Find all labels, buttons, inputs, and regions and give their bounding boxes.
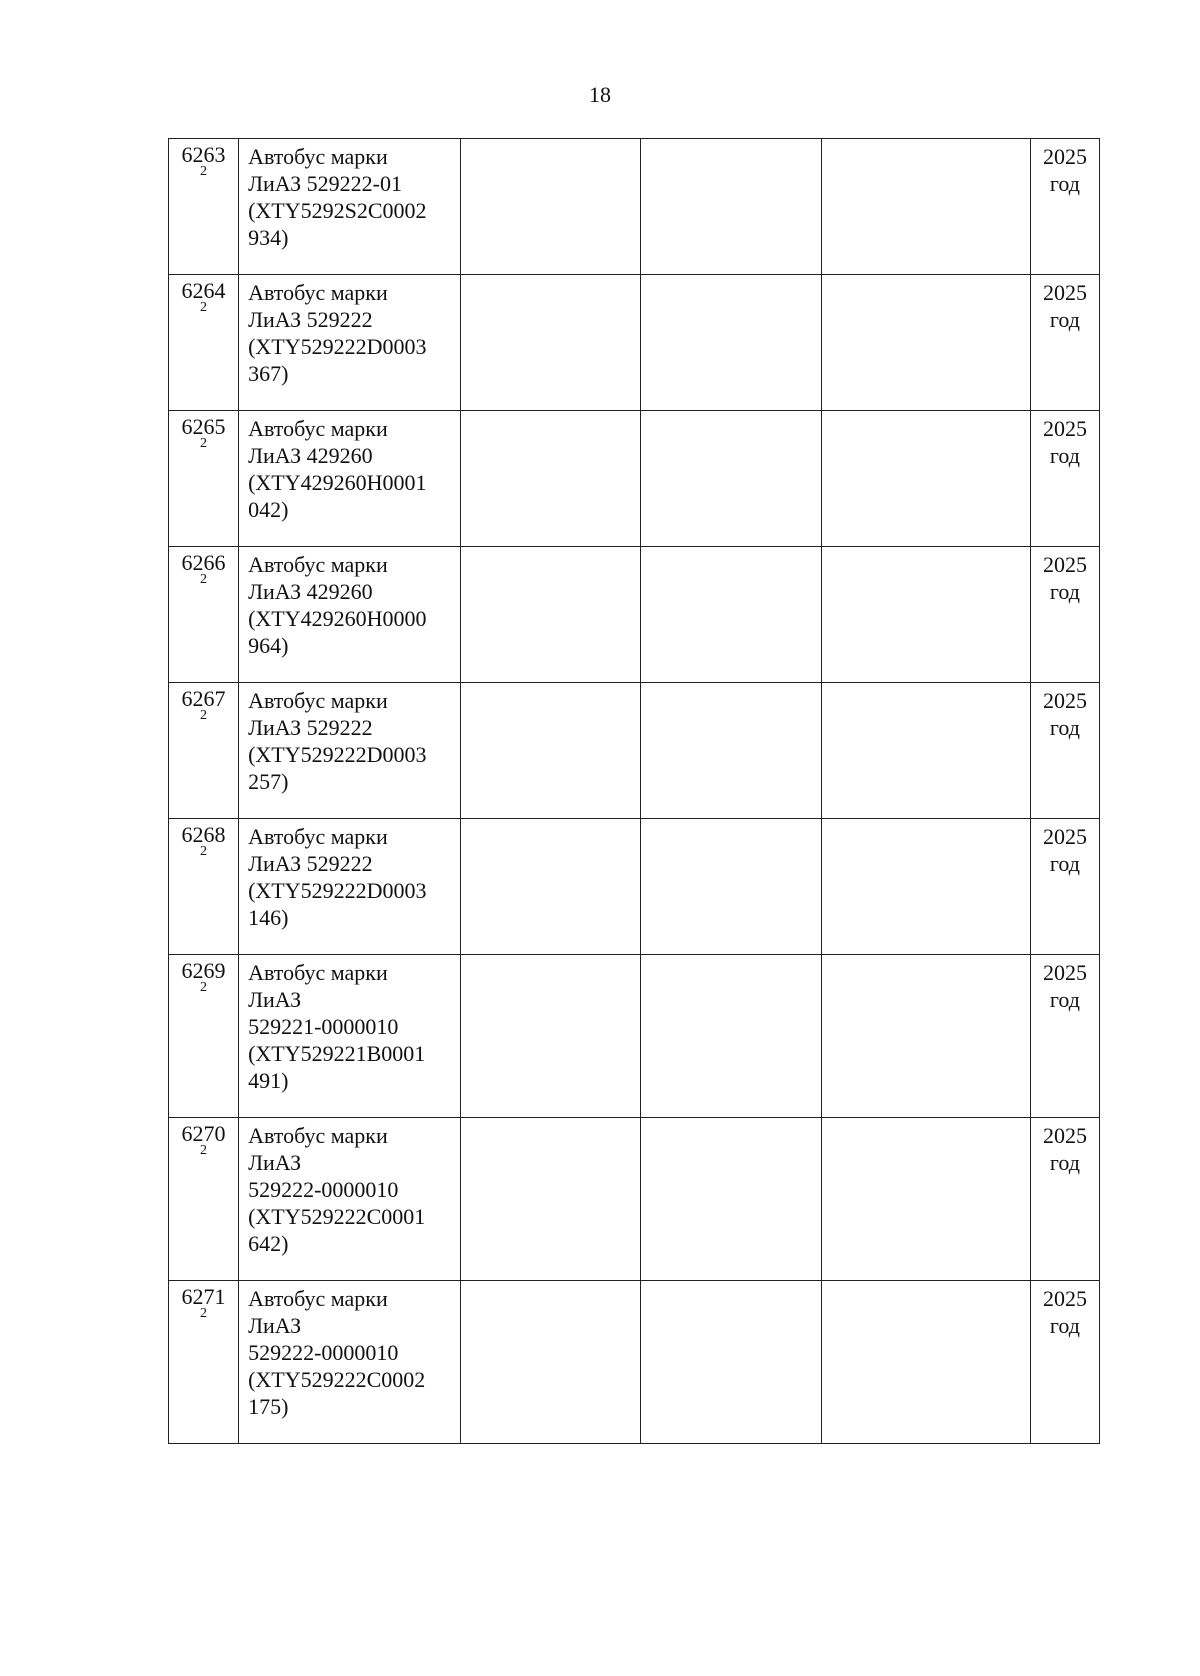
year-value: 2025 (1042, 144, 1087, 169)
table-row (169, 1118, 1100, 1281)
vehicle-name-line: 642) (248, 1231, 289, 1256)
row-number-superscript: 2 (200, 164, 208, 179)
row-number-cell (169, 955, 239, 1118)
table-row (169, 1281, 1100, 1444)
empty-cell (461, 819, 641, 955)
year-unit: год (1049, 579, 1080, 604)
vehicle-name-line: ЛиАЗ 529222 (248, 715, 373, 740)
empty-cell (461, 411, 641, 547)
year-unit: год (1049, 1150, 1080, 1175)
year-unit: год (1049, 987, 1080, 1012)
vehicle-name-line: Автобус марки (248, 688, 388, 713)
vehicle-name-line: 257) (248, 769, 289, 794)
empty-cell (821, 411, 1030, 547)
row-number: 6265 (181, 414, 226, 439)
year-unit: год (1049, 851, 1080, 876)
vehicle-name-line: 146) (248, 905, 289, 930)
empty-cell (821, 1281, 1030, 1444)
row-number-cell (169, 819, 239, 955)
year-value: 2025 (1042, 1123, 1087, 1148)
year-value: 2025 (1042, 688, 1087, 713)
year-unit: год (1049, 1313, 1080, 1338)
row-number-cell (169, 1281, 239, 1444)
row-number-superscript: 2 (200, 436, 208, 451)
row-number: 6270 (181, 1121, 226, 1146)
vehicle-name-line: Автобус марки (248, 144, 388, 169)
empty-cell (641, 1118, 821, 1281)
empty-cell (821, 819, 1030, 955)
empty-cell (821, 547, 1030, 683)
row-number: 6264 (181, 278, 226, 303)
vehicle-name-line: (XTY429260H0000 (248, 606, 427, 631)
vehicle-name-cell (239, 1281, 461, 1444)
empty-cell (641, 1281, 821, 1444)
empty-cell (821, 683, 1030, 819)
year-value: 2025 (1042, 552, 1087, 577)
row-number: 6267 (181, 686, 226, 711)
vehicle-name-line: (XTY529221B0001 (248, 1041, 426, 1066)
vehicle-name-cell (239, 683, 461, 819)
empty-cell (461, 1118, 641, 1281)
row-number-cell (169, 411, 239, 547)
vehicle-name-line: 042) (248, 497, 289, 522)
vehicle-name-line: ЛиАЗ 429260 (248, 443, 373, 468)
empty-cell (821, 139, 1030, 275)
year-unit: год (1049, 443, 1080, 468)
row-number-superscript: 2 (200, 572, 208, 587)
row-number: 6266 (181, 550, 226, 575)
vehicle-name-line: 367) (248, 361, 289, 386)
vehicle-name-line: Автобус марки (248, 960, 388, 985)
empty-cell (641, 275, 821, 411)
empty-cell (641, 819, 821, 955)
vehicle-name-cell (239, 1118, 461, 1281)
row-number: 6271 (181, 1284, 226, 1309)
row-number-cell (169, 683, 239, 819)
vehicle-name-cell (239, 547, 461, 683)
row-number-superscript: 2 (200, 1306, 208, 1321)
vehicle-name-line: Автобус марки (248, 280, 388, 305)
empty-cell (821, 955, 1030, 1118)
year-cell (1030, 411, 1099, 547)
vehicle-name-line: 529221-0000010 (248, 1014, 399, 1039)
vehicle-name-cell (239, 819, 461, 955)
row-number: 6268 (181, 822, 226, 847)
row-number: 6269 (181, 958, 226, 983)
vehicle-name-line: ЛиАЗ (248, 1150, 302, 1175)
year-unit: год (1049, 715, 1080, 740)
empty-cell (821, 275, 1030, 411)
empty-cell (641, 139, 821, 275)
vehicle-name-line: ЛиАЗ 529222 (248, 307, 373, 332)
row-number-superscript: 2 (200, 980, 208, 995)
vehicle-name-line: 529222-0000010 (248, 1177, 399, 1202)
vehicle-name-line: ЛиАЗ (248, 1313, 302, 1338)
row-number: 6263 (181, 142, 226, 167)
year-cell (1030, 547, 1099, 683)
year-cell (1030, 1281, 1099, 1444)
vehicle-name-line: (XTY529222D0003 (248, 742, 427, 767)
vehicle-table (168, 138, 1100, 1444)
vehicle-name-line: (XTY529222D0003 (248, 334, 427, 359)
empty-cell (461, 683, 641, 819)
empty-cell (461, 955, 641, 1118)
vehicle-name-line: ЛиАЗ (248, 987, 302, 1012)
vehicle-name-line: 175) (248, 1394, 289, 1419)
page-number: 18 (589, 82, 611, 107)
empty-cell (461, 1281, 641, 1444)
row-number-cell (169, 1118, 239, 1281)
vehicle-name-line: ЛиАЗ 429260 (248, 579, 373, 604)
vehicle-name-cell (239, 955, 461, 1118)
vehicle-name-line: Автобус марки (248, 552, 388, 577)
vehicle-name-line: 529222-0000010 (248, 1340, 399, 1365)
table-row (169, 819, 1100, 955)
empty-cell (461, 139, 641, 275)
row-number-superscript: 2 (200, 1143, 208, 1158)
year-unit: год (1049, 307, 1080, 332)
year-value: 2025 (1042, 1286, 1087, 1311)
year-value: 2025 (1042, 416, 1087, 441)
vehicle-name-line: ЛиАЗ 529222 (248, 851, 373, 876)
row-number-superscript: 2 (200, 708, 208, 723)
vehicle-name-line: (XTY529222D0003 (248, 878, 427, 903)
row-number-cell (169, 139, 239, 275)
row-number-superscript: 2 (200, 844, 208, 859)
empty-cell (821, 1118, 1030, 1281)
empty-cell (641, 683, 821, 819)
year-cell (1030, 819, 1099, 955)
vehicle-name-line: Автобус марки (248, 1286, 388, 1311)
table-row (169, 547, 1100, 683)
table-row (169, 411, 1100, 547)
vehicle-name-line: ЛиАЗ 529222-01 (248, 171, 402, 196)
table-row (169, 955, 1100, 1118)
row-number-cell (169, 547, 239, 683)
vehicle-name-line: 934) (248, 225, 289, 250)
table-row (169, 275, 1100, 411)
year-cell (1030, 1118, 1099, 1281)
year-value: 2025 (1042, 280, 1087, 305)
table-row (169, 683, 1100, 819)
empty-cell (461, 547, 641, 683)
table-row (169, 139, 1100, 275)
row-number-cell (169, 275, 239, 411)
vehicle-name-line: Автобус марки (248, 416, 388, 441)
vehicle-name-cell (239, 411, 461, 547)
vehicle-name-line: 491) (248, 1068, 289, 1093)
vehicle-name-line: (XTY5292S2C0002 (248, 198, 427, 223)
empty-cell (641, 547, 821, 683)
year-cell (1030, 275, 1099, 411)
year-cell (1030, 683, 1099, 819)
vehicle-name-line: (XTY429260H0001 (248, 470, 427, 495)
vehicle-name-line: (XTY529222C0002 (248, 1367, 426, 1392)
year-value: 2025 (1042, 824, 1087, 849)
vehicle-name-line: Автобус марки (248, 824, 388, 849)
year-cell (1030, 955, 1099, 1118)
vehicle-name-line: (XTY529222C0001 (248, 1204, 426, 1229)
empty-cell (461, 275, 641, 411)
vehicle-name-cell (239, 275, 461, 411)
vehicle-name-cell (239, 139, 461, 275)
year-cell (1030, 139, 1099, 275)
vehicle-name-line: 964) (248, 633, 289, 658)
empty-cell (641, 955, 821, 1118)
empty-cell (641, 411, 821, 547)
year-value: 2025 (1042, 960, 1087, 985)
year-unit: год (1049, 171, 1080, 196)
vehicle-name-line: Автобус марки (248, 1123, 388, 1148)
row-number-superscript: 2 (200, 300, 208, 315)
